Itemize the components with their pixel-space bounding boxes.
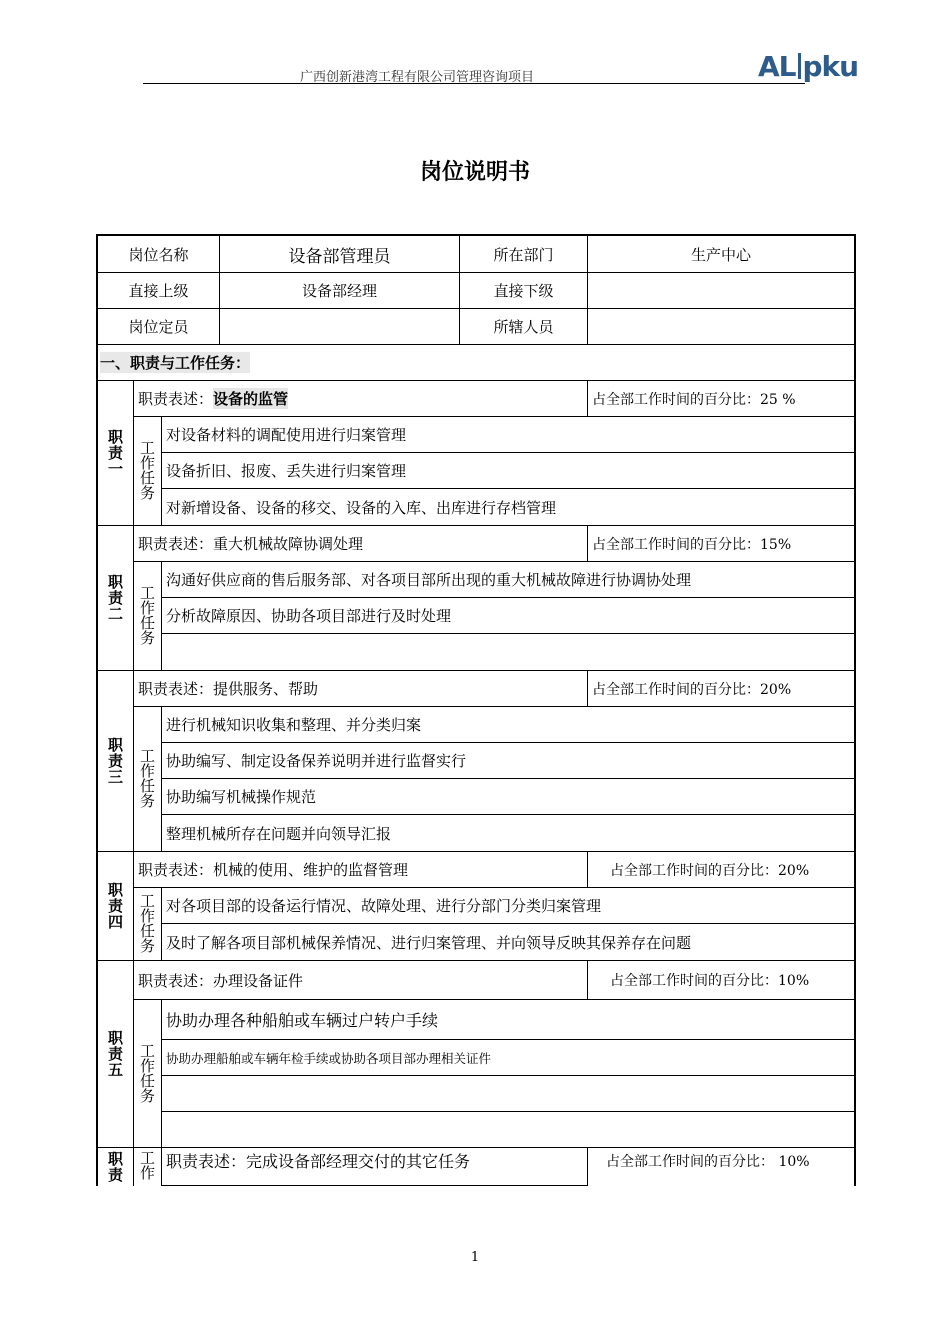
duty-1-label: 职责一 [98, 381, 134, 526]
page-title: 岗位说明书 [419, 160, 530, 185]
section-title: 一、职责与工作任务： [98, 345, 854, 381]
subordinate-label: 直接下级 [460, 273, 588, 309]
duty-2-task-2: 分析故障原因、协助各项目部进行及时处理 [162, 598, 854, 634]
duty-6-description: 职责表述： 完成设备部经理交付的其它任务 [162, 1148, 588, 1186]
duty-1-task-1: 对设备材料的调配使用进行归案管理 [162, 417, 854, 453]
duty-3-task-label: 工作任务 [134, 707, 162, 852]
managed-label: 所辖人员 [460, 309, 588, 345]
duty-2-task-1: 沟通好供应商的售后服务部、对各项目部所出现的重大机械故障进行协调协处理 [162, 562, 854, 598]
superior-label: 直接上级 [98, 273, 220, 309]
duty-4-task-2: 及时了解各项目部机械保养情况、进行归案管理、并向领导反映其保养存在问题 [162, 924, 854, 961]
duty-5-label: 职责五 [98, 961, 134, 1148]
duty-2-label: 职责二 [98, 526, 134, 671]
duty-6-task-label: 工作 [134, 1148, 162, 1186]
duty-6-label: 职责 [98, 1148, 134, 1186]
dept-label: 所在部门 [460, 236, 588, 273]
duty-2-task-3 [162, 634, 854, 671]
headcount-label: 岗位定员 [98, 309, 220, 345]
duty-3-task-3: 协助编写机械操作规范 [162, 779, 854, 815]
duty-3-task-4: 整理机械所存在问题并向领导汇报 [162, 815, 854, 852]
duty-5-task-1: 协助办理各种船舶或车辆过户转户手续 [162, 1000, 854, 1040]
duty-4-label: 职责四 [98, 852, 134, 961]
duty-3-task-2: 协助编写、制定设备保养说明并进行监督实行 [162, 743, 854, 779]
duty-2-description: 职责表述： 重大机械故障协调处理 [134, 526, 588, 562]
managed-value [588, 309, 854, 345]
duty-5-task-2: 协助办理船舶或车辆年检手续或协助各项目部办理相关证件 [162, 1040, 854, 1076]
duty-6-percent: 占全部工作时间的百分比： 10% [606, 1154, 810, 1170]
duty-5-percent: 占全部工作时间的百分比：10% [588, 961, 854, 1000]
duty-4-percent: 占全部工作时间的百分比：20% [588, 852, 854, 888]
header-company: 广西创新港湾工程有限公司管理咨询项目 [300, 70, 535, 85]
duty-1-task-label: 工作任务 [134, 417, 162, 526]
duty-3-description: 职责表述： 提供服务、帮助 [134, 671, 588, 707]
duty-1-description: 职责表述： 设备的监管 [134, 381, 588, 417]
header-rule [143, 83, 805, 84]
duty-2-percent: 占全部工作时间的百分比：15% [588, 526, 854, 562]
duty-4-task-1: 对各项目部的设备运行情况、故障处理、进行分部门分类归案管理 [162, 888, 854, 924]
duty-5-task-3 [162, 1076, 854, 1112]
duty-4-description: 职责表述： 机械的使用、维护的监督管理 [134, 852, 588, 888]
duty-5-description: 职责表述： 办理设备证件 [134, 961, 588, 1000]
duty-3-task-1: 进行机械知识收集和整理、并分类归案 [162, 707, 854, 743]
page-number: 1 [470, 1250, 480, 1265]
duty-4-task-label: 工作任务 [134, 888, 162, 961]
duty-5-task-4 [162, 1112, 854, 1148]
superior-value: 设备部经理 [220, 273, 460, 309]
job-name-label: 岗位名称 [98, 236, 220, 273]
job-description-table [96, 234, 856, 1186]
duty-1-task-2: 设备折旧、报废、丢失进行归案管理 [162, 453, 854, 489]
duty-2-task-label: 工作任务 [134, 562, 162, 671]
company-logo: AL pku [758, 50, 859, 83]
job-name-value: 设备部管理员 [220, 236, 460, 273]
subordinate-value [588, 273, 854, 309]
duty-5-task-label: 工作任务 [134, 1000, 162, 1148]
duty-3-label: 职责三 [98, 671, 134, 852]
headcount-value [220, 309, 460, 345]
duty-3-percent: 占全部工作时间的百分比：20% [588, 671, 854, 707]
duty-1-percent: 占全部工作时间的百分比：25 % [588, 381, 854, 417]
dept-value: 生产中心 [588, 236, 854, 273]
duty-1-task-3: 对新增设备、设备的移交、设备的入库、出库进行存档管理 [162, 489, 854, 526]
